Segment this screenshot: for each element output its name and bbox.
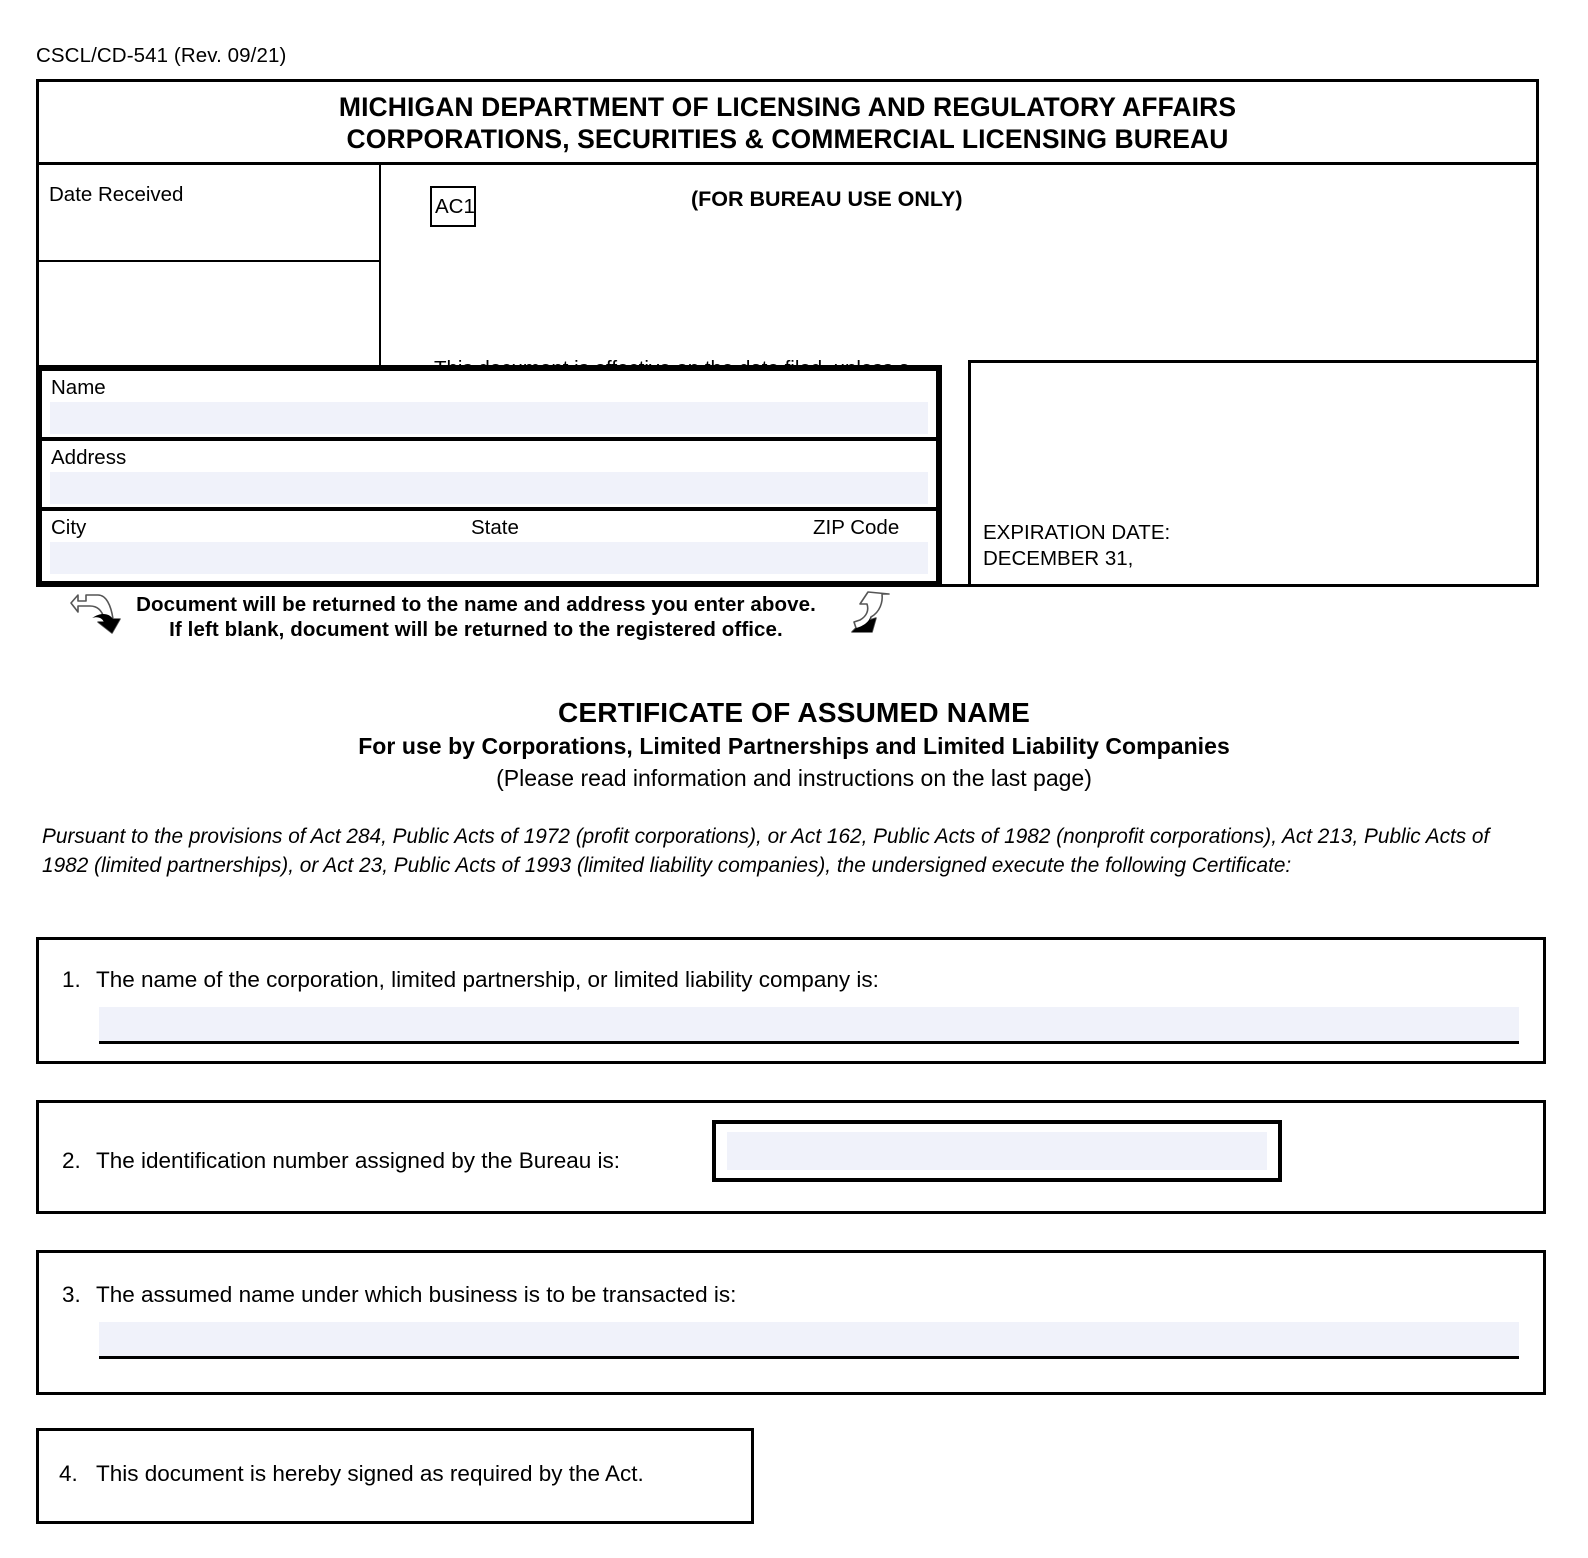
name-row	[42, 371, 936, 441]
date-received-label: Date Received	[49, 183, 184, 206]
item-1-input[interactable]	[99, 1007, 1519, 1044]
expiration-date-text	[983, 520, 1170, 571]
item-3-input[interactable]	[99, 1322, 1519, 1359]
zip-code-label: ZIP Code	[813, 516, 900, 539]
agency-title-cell	[39, 82, 1536, 165]
ac-code-text: AC1	[435, 194, 475, 218]
item-3-box	[36, 1250, 1546, 1395]
item-2-number: 2.	[62, 1148, 81, 1173]
item-2-text: The identification number assigned by the Bureau is:	[96, 1148, 621, 1173]
return-address-block	[36, 365, 942, 587]
city-label: City	[51, 516, 87, 539]
state-label: State	[471, 516, 519, 539]
item-1-box	[36, 937, 1546, 1064]
item-4-number: 4.	[59, 1461, 78, 1486]
bureau-use-only-label: (FOR BUREAU USE ONLY)	[691, 187, 963, 211]
item-1-text: The name of the corporation, limited partnership, or limited liability company is:	[96, 967, 879, 992]
certificate-note: (Please read information and instructions on the last page)	[496, 765, 1092, 791]
expiration-date-value: DECEMBER 31,	[983, 546, 1134, 570]
item-3-number: 3.	[62, 1282, 81, 1307]
address-label: Address	[51, 446, 127, 469]
pursuant-paragraph: Pursuant to the provisions of Act 284, Public Acts of 1972 (profit corporations), or Act 162, Public Acts of 1982 (nonprofit corporations), Act 213, Public Acts of 1982 (limited partnerships), or Act 23, Public Acts of 1993 (limited liability companies), the undersigned execute the following Certificate:	[42, 825, 1490, 877]
return-notice-line-2: If left blank, document will be returned to the registered office.	[169, 618, 783, 641]
date-received-cell[interactable]	[39, 165, 379, 262]
certificate-heading-block	[0, 696, 1588, 794]
agency-title-line-1: MICHIGAN DEPARTMENT OF LICENSING AND REGULATORY AFFAIRS	[338, 92, 1237, 122]
item-2-box	[36, 1100, 1546, 1214]
certificate-title: CERTIFICATE OF ASSUMED NAME	[557, 697, 1031, 728]
return-notice-line-1: Document will be returned to the name and address you enter above.	[136, 593, 816, 616]
city-state-zip-input[interactable]	[50, 542, 928, 574]
name-label: Name	[51, 376, 106, 399]
name-input[interactable]	[50, 402, 928, 434]
item-3-text: The assumed name under which business is to be transacted is:	[96, 1282, 737, 1307]
item-1-number: 1.	[62, 967, 81, 992]
certificate-subtitle: For use by Corporations, Limited Partnerships and Limited Liability Companies	[358, 733, 1230, 759]
ac-code-box	[430, 186, 476, 227]
agency-title-line-2: CORPORATIONS, SECURITIES & COMMERCIAL LICENSING BUREAU	[346, 124, 1229, 154]
item-2-input[interactable]	[727, 1132, 1267, 1170]
city-state-zip-row	[42, 511, 936, 581]
form-number: CSCL/CD-541 (Rev. 09/21)	[36, 44, 287, 67]
item-4-box	[36, 1428, 754, 1524]
address-row	[42, 441, 936, 511]
expiration-date-box	[968, 360, 1539, 587]
item-4-text: This document is hereby signed as required by the Act.	[96, 1461, 644, 1486]
item-2-input-container	[712, 1120, 1282, 1182]
curved-arrow-up-right-icon	[846, 588, 902, 636]
address-input[interactable]	[50, 472, 928, 504]
curved-arrow-up-left-icon	[68, 592, 124, 636]
expiration-date-label: EXPIRATION DATE:	[983, 521, 1171, 544]
return-notice	[36, 592, 916, 642]
